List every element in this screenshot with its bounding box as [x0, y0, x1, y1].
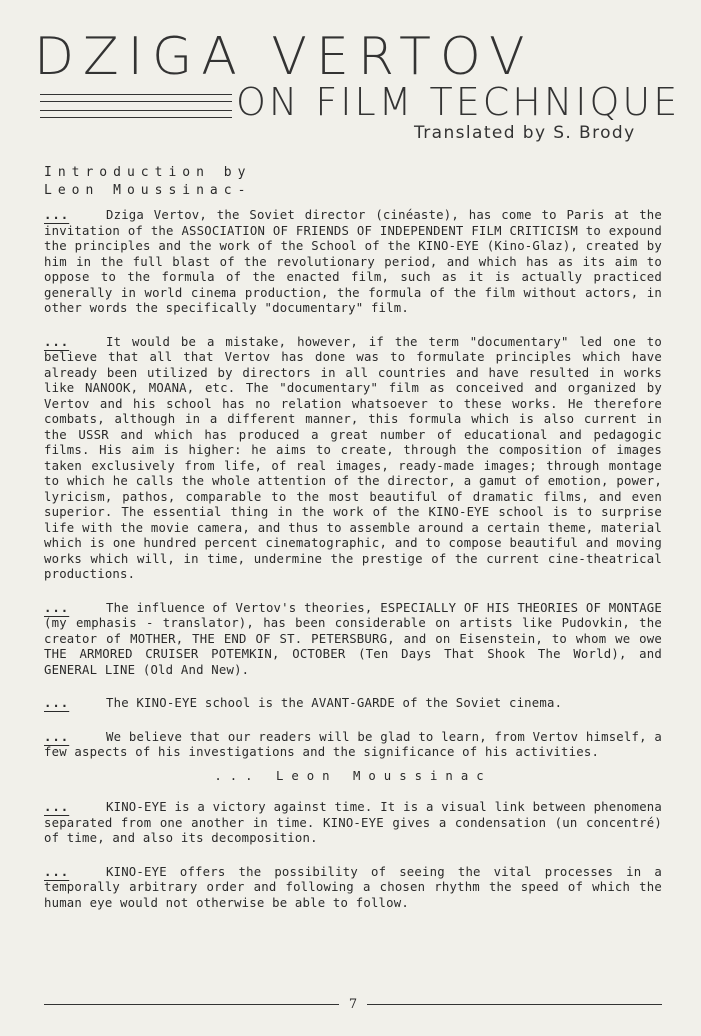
ellipsis-marker: ...: [44, 600, 70, 615]
title-dziga-vertov: DZIGA VERTOV: [34, 27, 534, 87]
intro-line-1: Introduction by: [44, 165, 252, 180]
paragraph-text: The KINO-EYE school is the AVANT-GARDE of the Soviet cinema.: [106, 696, 563, 710]
paragraph: [44, 696, 662, 712]
paragraph-text: KINO-EYE is a victory against time. It is a visual link between phenomena separated from one another in time. KINO-EYE gives a condensation (un concentré) of time, and also its decomposition.: [44, 800, 662, 845]
ellipsis-marker: ...: [44, 800, 70, 814]
ellipsis-marker: ...: [44, 864, 70, 879]
paragraph: [44, 800, 662, 847]
paragraph-text: We believe that our readers will be glad to learn, from Vertov himself, a few aspects of his investigations and the significance of his activities.: [44, 729, 662, 759]
signature-leon-moussinac: ... Leon Moussinac: [214, 768, 492, 783]
paragraph-text: The influence of Vertov's theories, ESPECIALLY OF HIS THEORIES OF MONTAGE (my emphasis - translator), has been considerable on artists like Pudovkin, the creator of MOTHER, THE END OF ST. PETERSBURG, and on Eisenstein, to whom we owe THE ARMORED CRUISER POTEMKIN, OCTOBER (Ten Days That Shook The World), and GENERAL LINE (Old And New).: [44, 600, 662, 677]
page-footer: [44, 996, 662, 1012]
paragraph: [44, 730, 662, 761]
paragraph: [44, 601, 662, 679]
title-rule: [40, 117, 232, 118]
paragraph-text: It would be a mistake, however, if the term "documentary" led one to believe that all that Vertov has done was to formulate principles which have already been utilized by directors in all countries and have resulted in works like NANOOK, MOANA, etc. The "documentary" film as conceived and organized by Vertov and his school has no relation whatsoever to these works. He therefore combats, although in a different manner, this formula which is also current in the USSR and which has produced a great number of educational and pedagogic films. His aim is higher: he aims to create, through the composition of images taken exclusively from life, of real images, ready-made images; through montage to which he calls the whole attention of the director, a gamut of emotion, power, lyricism, pathos, comparable to the most beautiful of dramatic films, and even superior. The essential thing in the work of the KINO-EYE school is to surprise life with the movie camera, and thus to assemble around a certain theme, material which is one hundred percent cinematographic, and to compose beautiful and moving works which will, in time, undermine the prestige of the current cine-theatrical productions.: [44, 334, 662, 581]
title-rule: [40, 94, 232, 95]
title-rule: [40, 101, 232, 102]
ellipsis-marker: ...: [44, 729, 70, 744]
ellipsis-marker: ...: [44, 334, 70, 349]
page-number: 7: [348, 996, 358, 1012]
paragraph: [44, 865, 662, 912]
paragraph-text: Dziga Vertov, the Soviet director (cinéaste), has come to Paris at the invitation of the ASSOCIATION OF FRIENDS OF INDEPENDENT FILM CRITICISM to expound the principles and the work of the School of the KINO-EYE (Kino-Glaz), created by him in the full blast of the revolutionary period, and which has as its aim to oppose to the formula of the enacted film, such as it is actually practiced generally in world cinema production, the formula of the film without actors, in other words the specifically "documentary" film.: [44, 208, 662, 315]
article-body: [44, 208, 662, 929]
ellipsis-marker: ...: [44, 208, 70, 222]
footer-rule-left: [44, 1004, 339, 1005]
intro-byline: [44, 164, 251, 200]
footer-rule-right: [367, 1004, 662, 1005]
ellipsis-marker: ...: [44, 696, 70, 710]
paragraph: [44, 208, 662, 317]
title-rule: [40, 110, 232, 111]
paragraph-text: KINO-EYE offers the possibility of seeing the vital processes in a temporally arbitrary order and following a chosen rhythm the speed of which the human eye would not otherwise be able to follow.: [44, 864, 662, 910]
subtitle-on-film-technique: ON FILM TECHNIQUE: [236, 80, 681, 124]
intro-line-2: Leon Moussinac-: [44, 183, 252, 198]
translator-credit: Translated by S. Brody: [414, 123, 636, 143]
paragraph: [44, 335, 662, 583]
